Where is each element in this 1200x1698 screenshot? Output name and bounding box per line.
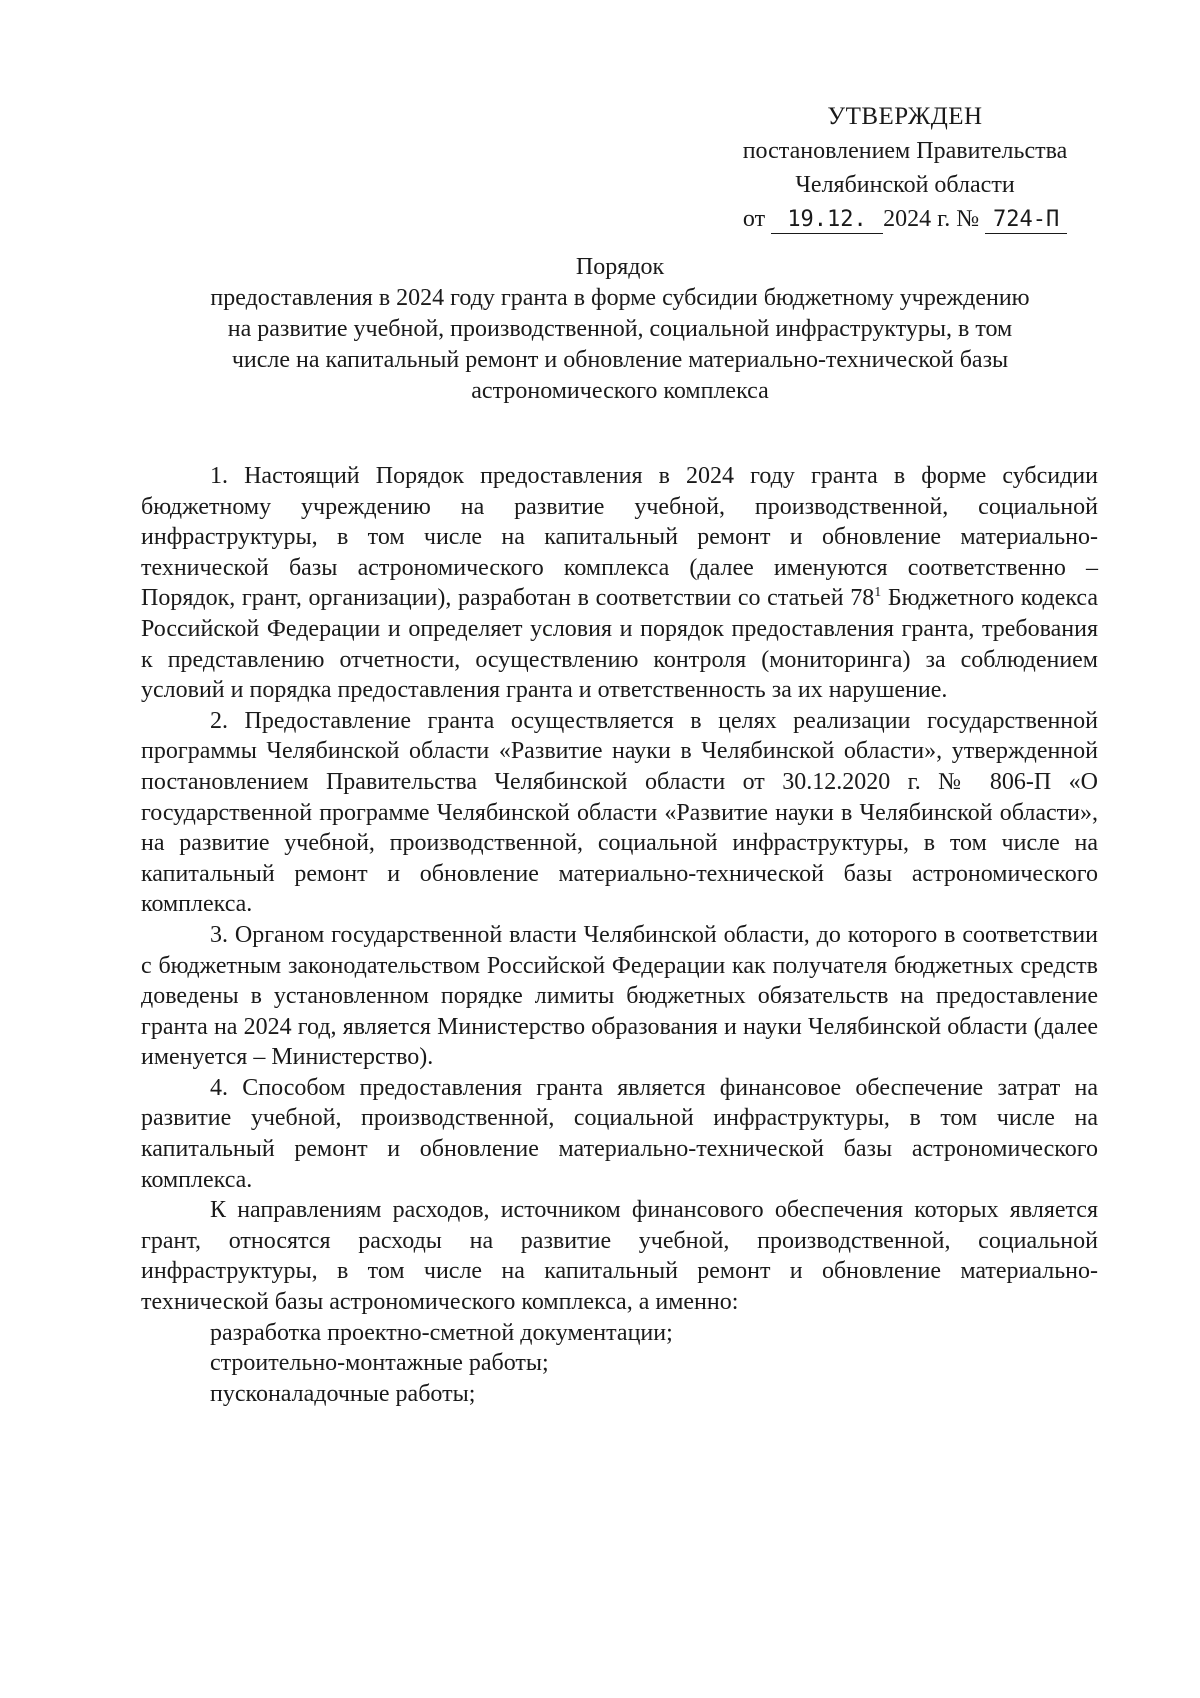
title-line: астрономического комплекса <box>471 378 769 404</box>
date-field: 19.12. <box>771 207 883 234</box>
list-item: разработка проектно-сметной документации; <box>210 1319 673 1346</box>
paragraph-3: 3. Органом государственной власти Челябинской области, до которого в соответствии с бюджетным законодательством Российской Федерации как получателя бюджетных средств доведены в установленном порядке лимиты бюджетных обязательств на предоставление гранта на 2024 год, является Министерство образования и науки Челябинской области (далее именуется – Министерство). <box>141 921 1098 1071</box>
title-line: на развитие учебной, производственной, социальной инфраструктуры, в том <box>227 316 1013 342</box>
list-item: строительно-монтажные работы; <box>210 1350 549 1377</box>
paragraph-1-text-cont: Бюджетного кодекса Российской Федерации и определяет условия и порядок предоставления гранта, требования к представлению отчетности, осуществлению контроля (мониторинга) за соблюдением условий и порядка предоставления гранта и ответственность за их нарушение. <box>141 585 1098 704</box>
list-item: пусконаладочные работы; <box>210 1380 476 1407</box>
date-prefix: от <box>742 206 766 232</box>
document-title <box>130 252 1110 407</box>
approval-line-1: постановлением Правительства <box>742 138 1068 164</box>
paragraph-4: 4. Способом предоставления гранта является финансовое обеспечение затрат на развитие учебной, производственной, социальной инфраструктуры, в том числе на капитальный ремонт и обновление материально-технической базы астрономического комплекса. <box>141 1074 1098 1193</box>
date-year: 2024 г. № <box>883 206 980 232</box>
paragraph-2: 2. Предоставление гранта осуществляется в целях реализации государственной программы Челябинской области «Развитие науки в Челябинской области», утвержденной постановлением Правительства Челябинской области от 30.12.2020 г. № 806-П «О государственной программе Челябинской области «Развитие науки в Челябинской области», на развитие учебной, производственной, социальной инфраструктуры, в том числе на капитальный ремонт и обновление материально-технической базы астрономического комплекса. <box>141 707 1098 918</box>
approval-line-2: Челябинской области <box>795 172 1015 198</box>
paragraph-1-text: 1. Настоящий Порядок предоставления в 2024 году гранта в форме субсидии бюджетному учреждению на развитие учебной, производственной, социальной инфраструктуры, в том числе на капитальный ремонт и обновление материально-технической базы астрономического комплекса (далее именуются соответственно – Порядок, грант, организации), разработан в соответствии со статьей 78 <box>141 463 1098 612</box>
paragraph-1 <box>141 461 1098 706</box>
approval-date-line <box>690 202 1120 236</box>
paragraph-5: К направлениям расходов, источником финансового обеспечения которых является грант, относятся расходы на развитие учебной, производственной, социальной инфраструктуры, в том числе на капитальный ремонт и обновление материально-технической базы астрономического комплекса, а именно: <box>141 1197 1098 1316</box>
approval-stamp <box>690 100 1120 236</box>
approval-heading: УТВЕРЖДЕН <box>827 103 983 130</box>
number-field: 724-П <box>985 207 1067 234</box>
article-superscript: 1 <box>874 585 882 601</box>
title-line: предоставления в 2024 году гранта в форме субсидии бюджетному учреждению <box>210 285 1030 311</box>
document-body <box>141 461 1098 1409</box>
title-heading: Порядок <box>575 254 665 280</box>
expense-list <box>141 1318 1098 1410</box>
title-line: числе на капитальный ремонт и обновление материально-технической базы <box>231 347 1009 373</box>
